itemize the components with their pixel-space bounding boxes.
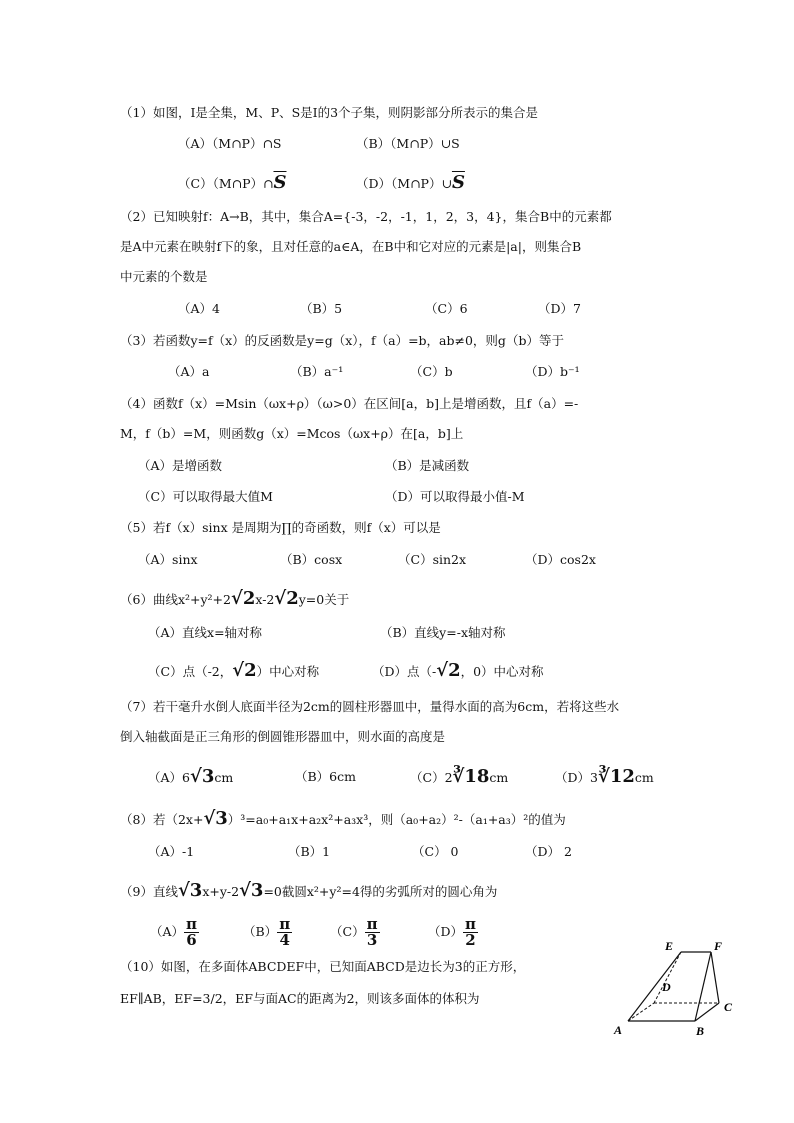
fraction-pi-6: [184, 917, 199, 948]
q2-option-c: （C）6: [425, 301, 468, 316]
label-a: A: [614, 1023, 623, 1037]
q1-option-c-text: （C）（M∩P）∩: [178, 176, 274, 191]
s-complement: $\overline{S}$: [273, 172, 287, 193]
q8-stem-part-2: ）³=a₀+a₁x+a₂x²+a₃x³，则（a₀+a₂）²-（a₁+a₃）²的值为: [227, 812, 566, 827]
q7-option-d: [555, 768, 654, 787]
q2-option-d: （D）7: [538, 301, 581, 316]
q2-line-2: 是A中元素在映射f下的象，且对任意的a∈A，在B中和它对应的元素是|a|，则集合B: [120, 239, 582, 254]
sqrt-2: √2: [274, 588, 299, 609]
q2-option-a: （A）4: [178, 301, 220, 316]
q6-option-a: （A）直线x=轴对称: [148, 625, 263, 640]
q1-option-d-text: （D）（M∩P）∪: [356, 176, 452, 191]
q7-option-c: [410, 768, 508, 787]
q3-option-b: （B）a⁻¹: [290, 364, 344, 379]
q9-option-b: [243, 915, 292, 949]
edge-ad: [628, 1003, 654, 1021]
label-e: E: [665, 939, 674, 953]
q9-option-c: [330, 915, 380, 949]
q6-stem-part-2: x-2: [255, 592, 275, 607]
q1-option-a: （A）（M∩P）∩S: [178, 136, 282, 151]
q1-option-b: （B）（M∩P）∪S: [356, 136, 460, 151]
q7-option-c-pre: （C）2: [410, 770, 453, 785]
cbrt-18: ∛18: [452, 766, 490, 787]
q4-option-c: （C）可以取得最大值M: [138, 489, 273, 504]
fraction-pi-3: [365, 917, 380, 948]
sqrt-3: √3: [189, 766, 215, 787]
s-complement: $\overline{S}$: [451, 172, 465, 193]
q3-option-a: （A）a: [168, 364, 210, 379]
sqrt-3: √3: [177, 880, 203, 901]
q6-stem: [120, 590, 349, 609]
q2-line-1: （2）已知映射f：A→B，其中，集合A={-3，-2，-1，1，2，3，4}，集合B中的元素都: [120, 209, 612, 224]
q9-stem-part-3: =0截圆x²+y²=4得的劣弧所对的圆心角为: [263, 884, 498, 899]
q8-stem-part-1: （8）若（2x+: [120, 812, 204, 827]
q6-option-d-post: ，0）中心对称: [460, 664, 544, 679]
q5-option-d: （D）cos2x: [525, 552, 596, 567]
q9-option-c-label: （C）: [330, 924, 365, 939]
q3-option-d: （D）b⁻¹: [525, 364, 580, 379]
q6-option-b: （B）直线y=-x轴对称: [380, 625, 506, 640]
q9-option-d-label: （D）: [428, 924, 464, 939]
fraction-pi-4: [277, 917, 292, 948]
edge-ae: [628, 952, 681, 1021]
denominator: 3: [366, 931, 378, 949]
q7-line-1: （7）若干毫升水倒人底面半径为2cm的圆柱形器皿中，量得水面的高为6cm，若将这些水: [120, 699, 620, 714]
q1-option-c: [178, 174, 286, 193]
numerator: π: [465, 915, 477, 933]
sqrt-2: √2: [231, 588, 256, 609]
label-f: F: [714, 939, 723, 953]
q6-option-d: [372, 662, 544, 681]
q6-option-c: [148, 662, 319, 681]
q4-line-1: （4）函数f（x）=Msin（ωx+ρ）（ω>0）在区间[a，b]上是增函数，且f（a）=-: [120, 396, 579, 411]
q4-line-2: M，f（b）=M，则函数g（x）=Mcos（ωx+ρ）在[a，b]上: [120, 426, 464, 441]
denominator: 6: [186, 931, 197, 949]
polyhedron-figure: [608, 935, 748, 1040]
q5-option-b: （B）cosx: [280, 552, 343, 567]
q6-option-c-post: ）中心对称: [256, 664, 320, 679]
q7-option-a-unit: cm: [214, 770, 234, 785]
q7-option-d-pre: （D）3: [555, 770, 598, 785]
q5-option-a: （A）sinx: [138, 552, 198, 567]
q9-stem: [120, 882, 497, 901]
q2-line-3: 中元素的个数是: [120, 269, 208, 284]
q9-option-b-label: （B）: [243, 924, 278, 939]
q8-stem: [120, 810, 566, 829]
sqrt-2: √2: [436, 660, 461, 681]
q3-option-c: （C）b: [410, 364, 453, 379]
q4-option-d: （D）可以取得最小值-M: [385, 489, 525, 504]
q9-option-d: [428, 915, 478, 949]
q10-line-1: （10）如图，在多面体ABCDEF中，已知面ABCD是边长为3的正方形，: [120, 959, 526, 974]
q7-option-d-unit: cm: [634, 770, 654, 785]
q5-option-c: （C）sin2x: [398, 552, 467, 567]
edge-ed: [654, 952, 681, 1003]
q7-option-b: （B）6cm: [295, 769, 356, 784]
q7-line-2: 倒入轴截面是正三角形的倒圆锥形器皿中，则水面的高度是: [120, 729, 446, 744]
numerator: π: [279, 915, 291, 933]
q6-stem-part-3: y=0关于: [298, 592, 350, 607]
sqrt-3: √3: [203, 808, 228, 829]
q7-option-a: [148, 768, 233, 787]
q6-stem-part-1: （6）曲线x²+y²+2: [120, 592, 231, 607]
label-d: D: [662, 980, 671, 994]
cbrt-12: ∛12: [597, 766, 635, 787]
sqrt-3: √3: [239, 880, 264, 901]
edge-fc: [711, 952, 719, 1003]
q7-option-a-pre: （A）6: [148, 770, 190, 785]
denominator: 2: [465, 931, 476, 949]
q1-option-d: [356, 174, 465, 193]
label-b: B: [696, 1024, 705, 1038]
q6-option-c-pre: （C）点（-2，: [148, 664, 233, 679]
q4-option-a: （A）是增函数: [138, 458, 223, 473]
q9-option-a-label: （A）: [150, 924, 185, 939]
q7-option-c-unit: cm: [489, 770, 509, 785]
numerator: π: [186, 915, 198, 933]
q6-option-d-pre: （D）点（-: [372, 664, 437, 679]
q8-option-b: （B）1: [288, 844, 331, 859]
q3-stem: （3）若函数y=f（x）的反函数是y=g（x），f（a）=b，ab≠0，则g（b）等于: [120, 333, 564, 348]
q9-stem-part-1: （9）直线: [120, 884, 178, 899]
q4-option-b: （B）是减函数: [385, 458, 470, 473]
sqrt-2: √2: [232, 660, 257, 681]
q8-option-c: （C） 0: [412, 844, 459, 859]
denominator: 4: [279, 931, 290, 949]
q5-stem: （5）若f（x）sinx 是周期为∏的奇函数，则f（x）可以是: [120, 520, 441, 535]
label-c: C: [724, 1000, 733, 1014]
numerator: π: [366, 915, 378, 933]
q8-option-a: （A）-1: [148, 844, 195, 859]
q8-option-d: （D） 2: [525, 844, 572, 859]
q10-line-2: EF∥AB，EF=3/2，EF与面AC的距离为2，则该多面体的体积为: [120, 991, 480, 1006]
q9-option-a: [150, 915, 199, 949]
q1-stem: （1）如图，I是全集，M、P、S是I的3个子集，则阴影部分所表示的集合是: [120, 105, 539, 120]
q9-stem-part-2: x+y-2: [202, 884, 240, 899]
fraction-pi-2: [463, 917, 478, 948]
q2-option-b: （B）5: [300, 301, 343, 316]
